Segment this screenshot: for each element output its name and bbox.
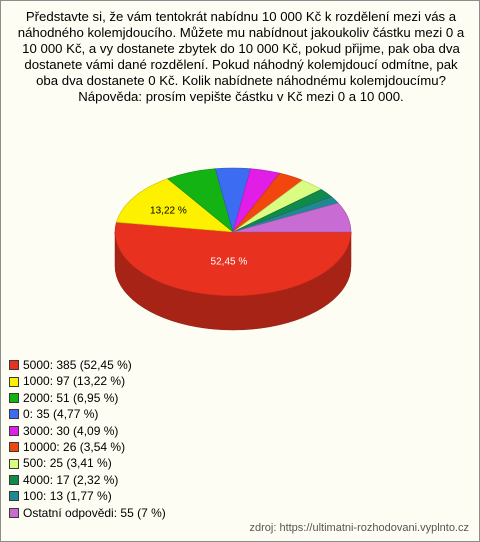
legend-label: 500: 25 (3,41 %) <box>23 456 112 471</box>
legend-label: 4000: 17 (2,32 %) <box>23 472 119 487</box>
source-credit: zdroj: https://ultimatni-rozhodovani.vyplnto.cz <box>249 522 469 534</box>
pie-chart <box>1 136 480 356</box>
legend-label: 1000: 97 (13,22 %) <box>23 374 126 389</box>
pie-label-5000: 52,45 % <box>210 256 248 268</box>
legend-item-500 <box>9 455 166 471</box>
legend-item-0 <box>9 406 166 422</box>
legend <box>9 357 166 521</box>
legend-label: Ostatní odpovědi: 55 (7 %) <box>23 505 166 520</box>
legend-item-2000 <box>9 390 166 406</box>
legend-label: 100: 13 (1,77 %) <box>23 489 112 504</box>
legend-swatch <box>9 491 19 501</box>
legend-item-1000 <box>9 373 166 389</box>
chart-title: Představte si, že vám tentokrát nabídnu 10 000 Kč k rozdělení mezi vás a náhodného kolemjdoucího. Můžete mu nabídnout jakoukoliv částku mezi 0 a 10 000 Kč, a vy dostanete zbytek do 10 000 Kč, pokud přijme, pak oba dva dostanete vámi dané rozdělení. Pokud náhodný kolemjdoucí odmítne, pak oba dva dostanete 0 Kč. Kolik nabídnete náhodnému kolemjdoucímu? Nápověda: prosím vepište částku v Kč mezi 0 a 10 000. <box>17 9 465 104</box>
legend-label: 0: 35 (4,77 %) <box>23 407 99 422</box>
legend-item-3000 <box>9 423 166 439</box>
legend-item-10000 <box>9 439 166 455</box>
pie-top <box>115 168 351 296</box>
legend-item-100 <box>9 488 166 504</box>
pie-label-1000: 13,22 % <box>150 205 187 217</box>
legend-swatch <box>9 409 19 419</box>
legend-item-4000 <box>9 472 166 488</box>
legend-item-ostatní-odpovědi <box>9 505 166 521</box>
legend-swatch <box>9 475 19 485</box>
legend-label: 3000: 30 (4,09 %) <box>23 423 119 438</box>
legend-swatch <box>9 442 19 452</box>
legend-swatch <box>9 459 19 469</box>
legend-swatch <box>9 393 19 403</box>
legend-swatch <box>9 377 19 387</box>
legend-label: 2000: 51 (6,95 %) <box>23 390 119 405</box>
legend-swatch <box>9 360 19 370</box>
legend-swatch <box>9 508 19 518</box>
legend-label: 10000: 26 (3,54 %) <box>23 440 126 455</box>
legend-item-5000 <box>9 357 166 373</box>
legend-label: 5000: 385 (52,45 %) <box>23 358 132 372</box>
legend-swatch <box>9 426 19 436</box>
